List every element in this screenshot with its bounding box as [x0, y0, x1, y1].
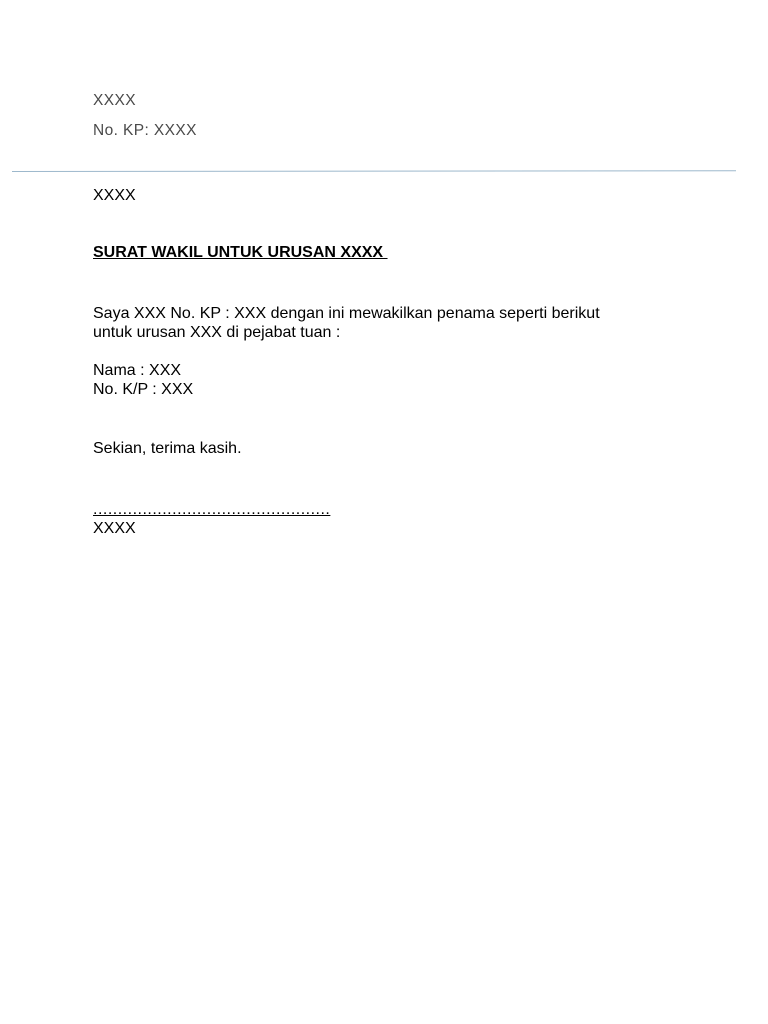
- representative-id: No. K/P : XXX: [93, 381, 194, 398]
- representative-name: Nama : XXX: [93, 362, 182, 379]
- body-line-2: untuk urusan XXX di pejabat tuan :: [93, 324, 341, 341]
- letterhead: [93, 86, 693, 146]
- recipient-name: XXXX: [93, 187, 136, 204]
- signatory-name: XXXX: [93, 520, 136, 537]
- letter-subject: SURAT WAKIL UNTUK URUSAN XXXX: [93, 244, 388, 261]
- signature-line: ................................................: [93, 501, 331, 518]
- body-line-1: Saya XXX No. KP : XXX dengan ini mewakilkan penama seperti berikut: [93, 305, 600, 322]
- body-paragraph: [93, 304, 693, 342]
- letterhead-divider: [12, 170, 736, 172]
- closing-remark: Sekian, terima kasih.: [93, 440, 242, 457]
- sender-name: XXXX: [93, 92, 136, 109]
- sender-id-number: No. KP: XXXX: [93, 122, 197, 139]
